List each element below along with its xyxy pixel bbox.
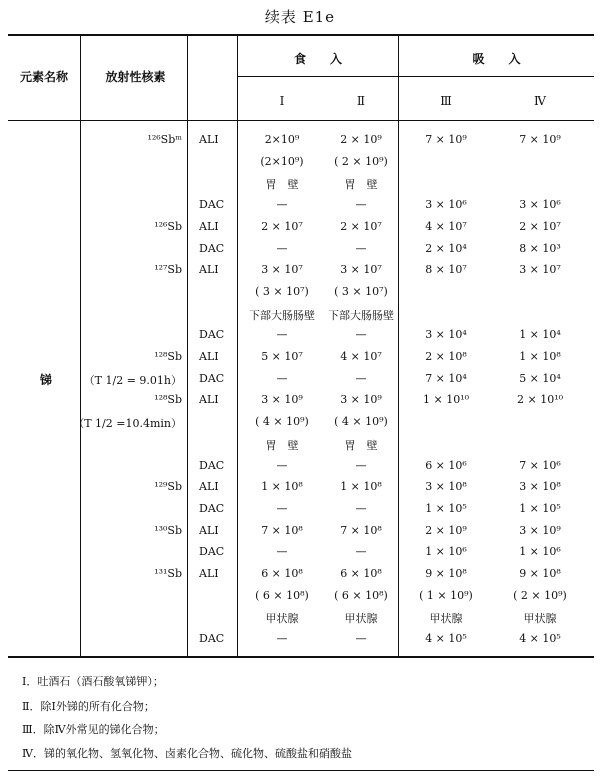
value-cell-class-1: ( 3 × 10⁷) (255, 285, 309, 298)
quantity-type-cell: DAC (199, 502, 225, 515)
quantity-type-cell: ALI (199, 133, 219, 146)
element-name: 锑 (40, 373, 53, 387)
value-cell-class-2: ( 4 × 10⁹) (334, 415, 388, 428)
value-cell-class-1: 6 × 10⁸ (261, 567, 303, 580)
nuclide-cell: （T 1/2 =10.4min） (73, 417, 182, 430)
value-cell-class-4: 1 × 10⁵ (519, 502, 561, 515)
value-cell-class-1: (2×10⁹) (260, 155, 304, 168)
value-cell-class-4: 3 × 10⁶ (519, 198, 561, 211)
quantity-type-cell: DAC (199, 545, 225, 558)
value-cell-class-4: 5 × 10⁴ (519, 372, 561, 385)
value-cell-class-1: 3 × 10⁷ (261, 263, 303, 276)
top-rule (8, 34, 594, 36)
value-cell-class-2: 下部大肠肠壁 (328, 309, 394, 322)
value-cell-class-2: — (355, 459, 367, 472)
value-cell-class-4: 甲状腺 (523, 612, 557, 625)
value-cell-class-2: — (355, 328, 367, 341)
value-cell-class-3: 4 × 10⁵ (425, 632, 467, 645)
value-cell-class-3: 2 × 10⁴ (425, 242, 467, 255)
value-cell-class-2: — (355, 372, 367, 385)
value-cell-class-2: 6 × 10⁸ (340, 567, 382, 580)
value-cell-class-4: 1 × 10⁴ (519, 328, 561, 341)
value-cell-class-1: — (276, 328, 288, 341)
nuclide-cell: ¹²⁶Sb (154, 220, 182, 233)
quantity-type-cell: ALI (199, 393, 219, 406)
value-cell-class-2: ( 3 × 10⁷) (334, 285, 388, 298)
value-cell-class-1: ( 6 × 10⁸) (255, 589, 309, 602)
header-class-3: Ⅲ (440, 94, 452, 108)
value-cell-class-3: 7 × 10⁹ (425, 133, 467, 146)
value-cell-class-1: 胃 壁 (265, 439, 299, 452)
value-cell-class-3: 3 × 10⁴ (425, 328, 467, 341)
value-cell-class-4: 2 × 10⁷ (519, 220, 561, 233)
nuclide-cell: ¹²⁹Sb (154, 480, 182, 493)
page-bottom-rule (8, 770, 594, 771)
value-cell-class-2: 3 × 10⁹ (340, 393, 382, 406)
footnote-3: Ⅲ．除Ⅳ外常见的锑化合物； (22, 723, 165, 736)
value-cell-class-1: ( 4 × 10⁹) (255, 415, 309, 428)
quantity-type-cell: DAC (199, 328, 225, 341)
value-cell-class-4: 1 × 10⁸ (519, 350, 561, 363)
header-bottom-rule (8, 120, 594, 121)
header-mid-rule (238, 76, 594, 77)
col-divider-type (237, 35, 238, 656)
footnote-4: Ⅳ．锑的氧化物、氢氧化物、卤素化合物、硫化物、硫酸盐和硝酸盐 (22, 747, 352, 760)
value-cell-class-4: ( 2 × 10⁹) (513, 589, 567, 602)
value-cell-class-1: — (276, 198, 288, 211)
value-cell-class-2: — (355, 545, 367, 558)
value-cell-class-2: 2 × 10⁹ (340, 133, 382, 146)
value-cell-class-2: 4 × 10⁷ (340, 350, 382, 363)
value-cell-class-2: ( 6 × 10⁸) (334, 589, 388, 602)
header-class-4: Ⅳ (534, 94, 546, 108)
value-cell-class-4: 8 × 10³ (519, 242, 561, 255)
nuclide-cell: ¹³¹Sb (154, 567, 182, 580)
value-cell-class-4: 4 × 10⁵ (519, 632, 561, 645)
value-cell-class-3: 甲状腺 (429, 612, 463, 625)
header-element: 元素名称 (19, 70, 68, 84)
value-cell-class-1: 2×10⁹ (264, 133, 300, 146)
value-cell-class-2: ( 2 × 10⁹) (334, 155, 388, 168)
value-cell-class-3: 6 × 10⁶ (425, 459, 467, 472)
value-cell-class-3: ( 1 × 10⁹) (419, 589, 473, 602)
header-class-2: Ⅱ (356, 94, 366, 108)
value-cell-class-3: 7 × 10⁴ (425, 372, 467, 385)
value-cell-class-1: 3 × 10⁹ (261, 393, 303, 406)
quantity-type-cell: DAC (199, 459, 225, 472)
col-divider-nuclide (187, 35, 188, 656)
nuclide-cell: （T 1/2 = 9.01h） (83, 374, 182, 387)
quantity-type-cell: ALI (199, 263, 219, 276)
value-cell-class-2: 胃 壁 (344, 439, 378, 452)
value-cell-class-3: 3 × 10⁸ (425, 480, 467, 493)
nuclide-cell: ¹²⁶Sbᵐ (147, 133, 182, 146)
value-cell-class-1: — (276, 632, 288, 645)
nuclide-cell: ¹²⁷Sb (154, 263, 182, 276)
value-cell-class-4: 7 × 10⁶ (519, 459, 561, 472)
value-cell-class-3: 2 × 10⁹ (425, 524, 467, 537)
quantity-type-cell: ALI (199, 350, 219, 363)
footnote-1: Ⅰ．吐酒石（酒石酸氧锑钾）； (22, 675, 164, 688)
nuclide-cell: ¹³⁰Sb (154, 524, 182, 537)
nuclide-cell: ¹²⁸Sb (154, 350, 182, 363)
value-cell-class-3: 3 × 10⁶ (425, 198, 467, 211)
footnote-2: Ⅱ．除Ⅰ外锑的所有化合物； (22, 700, 155, 713)
value-cell-class-1: — (276, 502, 288, 515)
value-cell-class-1: — (276, 459, 288, 472)
value-cell-class-2: — (355, 198, 367, 211)
value-cell-class-2: 胃 壁 (344, 178, 378, 191)
value-cell-class-2: 2 × 10⁷ (340, 220, 382, 233)
value-cell-class-1: 5 × 10⁷ (261, 350, 303, 363)
nuclide-cell: ¹²⁸Sb (154, 393, 182, 406)
value-cell-class-3: 2 × 10⁸ (425, 350, 467, 363)
value-cell-class-2: 1 × 10⁸ (340, 480, 382, 493)
value-cell-class-3: 4 × 10⁷ (425, 220, 467, 233)
quantity-type-cell: DAC (199, 632, 225, 645)
header-inhalation: 吸 入 (472, 52, 521, 66)
quantity-type-cell: ALI (199, 567, 219, 580)
header-ingestion: 食 入 (293, 52, 342, 66)
value-cell-class-1: — (276, 545, 288, 558)
value-cell-class-3: 1 × 10⁵ (425, 502, 467, 515)
table-bottom-rule (8, 656, 594, 658)
value-cell-class-1: — (276, 242, 288, 255)
value-cell-class-4: 9 × 10⁸ (519, 567, 561, 580)
quantity-type-cell: ALI (199, 220, 219, 233)
value-cell-class-1: 下部大肠肠壁 (249, 309, 315, 322)
quantity-type-cell: ALI (199, 524, 219, 537)
value-cell-class-2: 3 × 10⁷ (340, 263, 382, 276)
value-cell-class-3: 8 × 10⁷ (425, 263, 467, 276)
value-cell-class-2: 甲状腺 (344, 612, 378, 625)
value-cell-class-2: — (355, 242, 367, 255)
value-cell-class-1: 胃 壁 (265, 178, 299, 191)
value-cell-class-4: 3 × 10⁹ (519, 524, 561, 537)
value-cell-class-1: — (276, 372, 288, 385)
value-cell-class-4: 3 × 10⁷ (519, 263, 561, 276)
quantity-type-cell: DAC (199, 242, 225, 255)
value-cell-class-2: — (355, 632, 367, 645)
value-cell-class-1: 7 × 10⁸ (261, 524, 303, 537)
value-cell-class-2: 7 × 10⁸ (340, 524, 382, 537)
value-cell-class-4: 2 × 10¹⁰ (516, 393, 564, 406)
value-cell-class-4: 7 × 10⁹ (519, 133, 561, 146)
value-cell-class-3: 9 × 10⁸ (425, 567, 467, 580)
value-cell-class-4: 1 × 10⁶ (519, 545, 561, 558)
value-cell-class-2: — (355, 502, 367, 515)
value-cell-class-3: 1 × 10¹⁰ (422, 393, 470, 406)
quantity-type-cell: ALI (199, 480, 219, 493)
col-divider-ingestion (398, 35, 399, 656)
value-cell-class-3: 1 × 10⁶ (425, 545, 467, 558)
header-class-1: Ⅰ (279, 94, 285, 108)
quantity-type-cell: DAC (199, 372, 225, 385)
quantity-type-cell: DAC (199, 198, 225, 211)
table-title: 续表 E1e (264, 8, 336, 26)
value-cell-class-1: 2 × 10⁷ (261, 220, 303, 233)
col-divider-element (80, 35, 81, 656)
value-cell-class-1: 甲状腺 (265, 612, 299, 625)
value-cell-class-4: 3 × 10⁸ (519, 480, 561, 493)
header-nuclide: 放射性核素 (105, 70, 166, 84)
value-cell-class-1: 1 × 10⁸ (261, 480, 303, 493)
